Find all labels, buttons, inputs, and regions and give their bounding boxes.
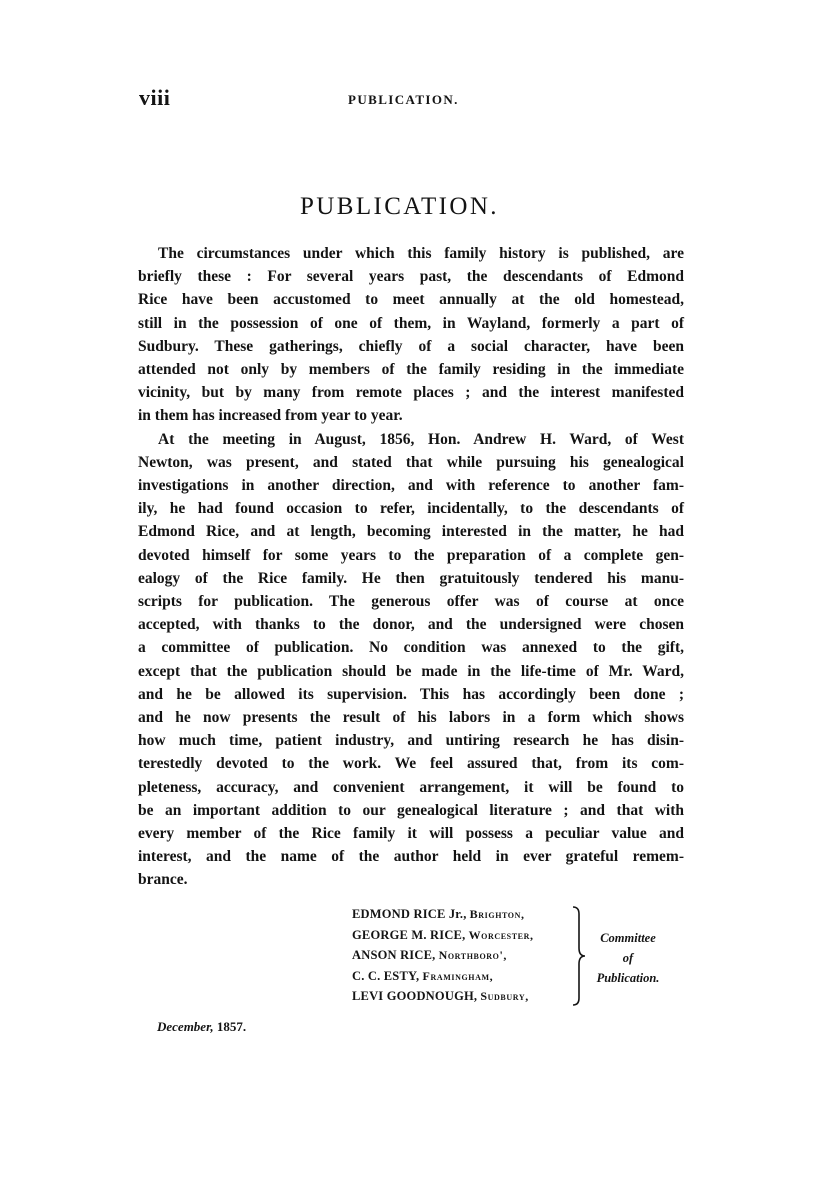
body-line: interest, and the name of the author held in ever grateful remem-	[138, 848, 684, 866]
body-line: attended not only by members of the family residing in the immediate	[138, 361, 684, 379]
signatory-town: Worcester,	[468, 927, 534, 942]
body-line: how much time, patient industry, and untiring research he has disin-	[138, 732, 684, 750]
body-line: briefly these : For several years past, the descendants of Edmond	[138, 268, 684, 286]
body-line: Edmond Rice, and at length, becoming interested in the matter, he had	[138, 523, 684, 541]
signatory	[352, 986, 534, 1007]
signatory-name: C. C. ESTY,	[352, 968, 420, 983]
body-line: ily, he had found occasion to refer, incidentally, to the descendants of	[138, 500, 684, 518]
committee-label-line: of	[622, 951, 634, 965]
signatory	[352, 966, 534, 987]
body-line: Rice have been accustomed to meet annually at the old homestead,	[138, 291, 684, 309]
body-line: The circumstances under which this family history is published, are	[158, 245, 684, 262]
running-head: PUBLICATION.	[348, 92, 459, 107]
signatory-town: Sudbury,	[480, 989, 529, 1003]
body-line: Sudbury. These gatherings, chiefly of a social character, have been	[138, 337, 684, 355]
committee-label-line: Committee	[600, 931, 656, 945]
body-line: At the meeting in August, 1856, Hon. Andrew H. Ward, of West	[158, 430, 684, 448]
date-line	[157, 1019, 246, 1035]
body-line: except that the publication should be made in the life-time of Mr. Ward,	[138, 662, 684, 680]
body-line: devoted himself for some years to the preparation of a complete gen-	[138, 546, 684, 564]
signatory-town: Framingham,	[422, 968, 494, 983]
body-line: accepted, with thanks to the donor, and the undersigned were chosen	[138, 616, 684, 634]
signature-list	[352, 904, 534, 1007]
page-number: viii	[139, 85, 171, 110]
section-title: PUBLICATION.	[300, 193, 499, 220]
body-line: and he be allowed its supervision. This has accordingly been done ;	[138, 685, 684, 703]
body-line: a committee of publication. No condition was annexed to the gift,	[138, 639, 684, 657]
committee-label-line: Publication.	[596, 971, 660, 985]
body-line: scripts for publication. The generous offer was of course at once	[138, 593, 684, 611]
signatory	[352, 925, 534, 946]
date-year: 1857.	[216, 1019, 247, 1034]
body-line: vicinity, but by many from remote places ; and the interest manifested	[138, 384, 684, 402]
signatory-town: Brighton,	[469, 907, 525, 921]
body-line: still in the possession of one of them, in Wayland, formerly a part of	[138, 314, 684, 332]
signatory	[352, 945, 534, 966]
curly-brace-icon	[572, 906, 586, 1006]
body-line: every member of the Rice family it will possess a peculiar value and	[138, 825, 684, 843]
signatory-name: LEVI GOODNOUGH,	[352, 989, 478, 1003]
signatory	[352, 904, 534, 925]
body-line: in them has increased from year to year.	[138, 407, 403, 425]
date-month: December,	[157, 1019, 214, 1034]
body-line: ealogy of the Rice family. He then gratuitously tendered his manu-	[138, 569, 684, 587]
body-text	[138, 242, 684, 892]
signatory-town: Northboro',	[438, 948, 508, 962]
body-line: Newton, was present, and stated that while pursuing his genealogical	[138, 453, 684, 471]
body-line: pleteness, accuracy, and convenient arrangement, it will be found to	[138, 778, 684, 796]
signatory-name: EDMOND RICE Jr.,	[352, 907, 467, 921]
committee-label	[588, 928, 668, 988]
signatory-name: GEORGE M. RICE,	[352, 927, 466, 942]
body-line: and he now presents the result of his labors in a form which shows	[138, 709, 684, 727]
body-line: terestedly devoted to the work. We feel assured that, from its com-	[138, 755, 684, 773]
signatory-name: ANSON RICE,	[352, 948, 436, 962]
body-line: be an important addition to our genealogical literature ; and that with	[138, 801, 684, 819]
body-line: investigations in another direction, and with reference to another fam-	[138, 477, 684, 495]
body-line: brance.	[138, 871, 188, 889]
